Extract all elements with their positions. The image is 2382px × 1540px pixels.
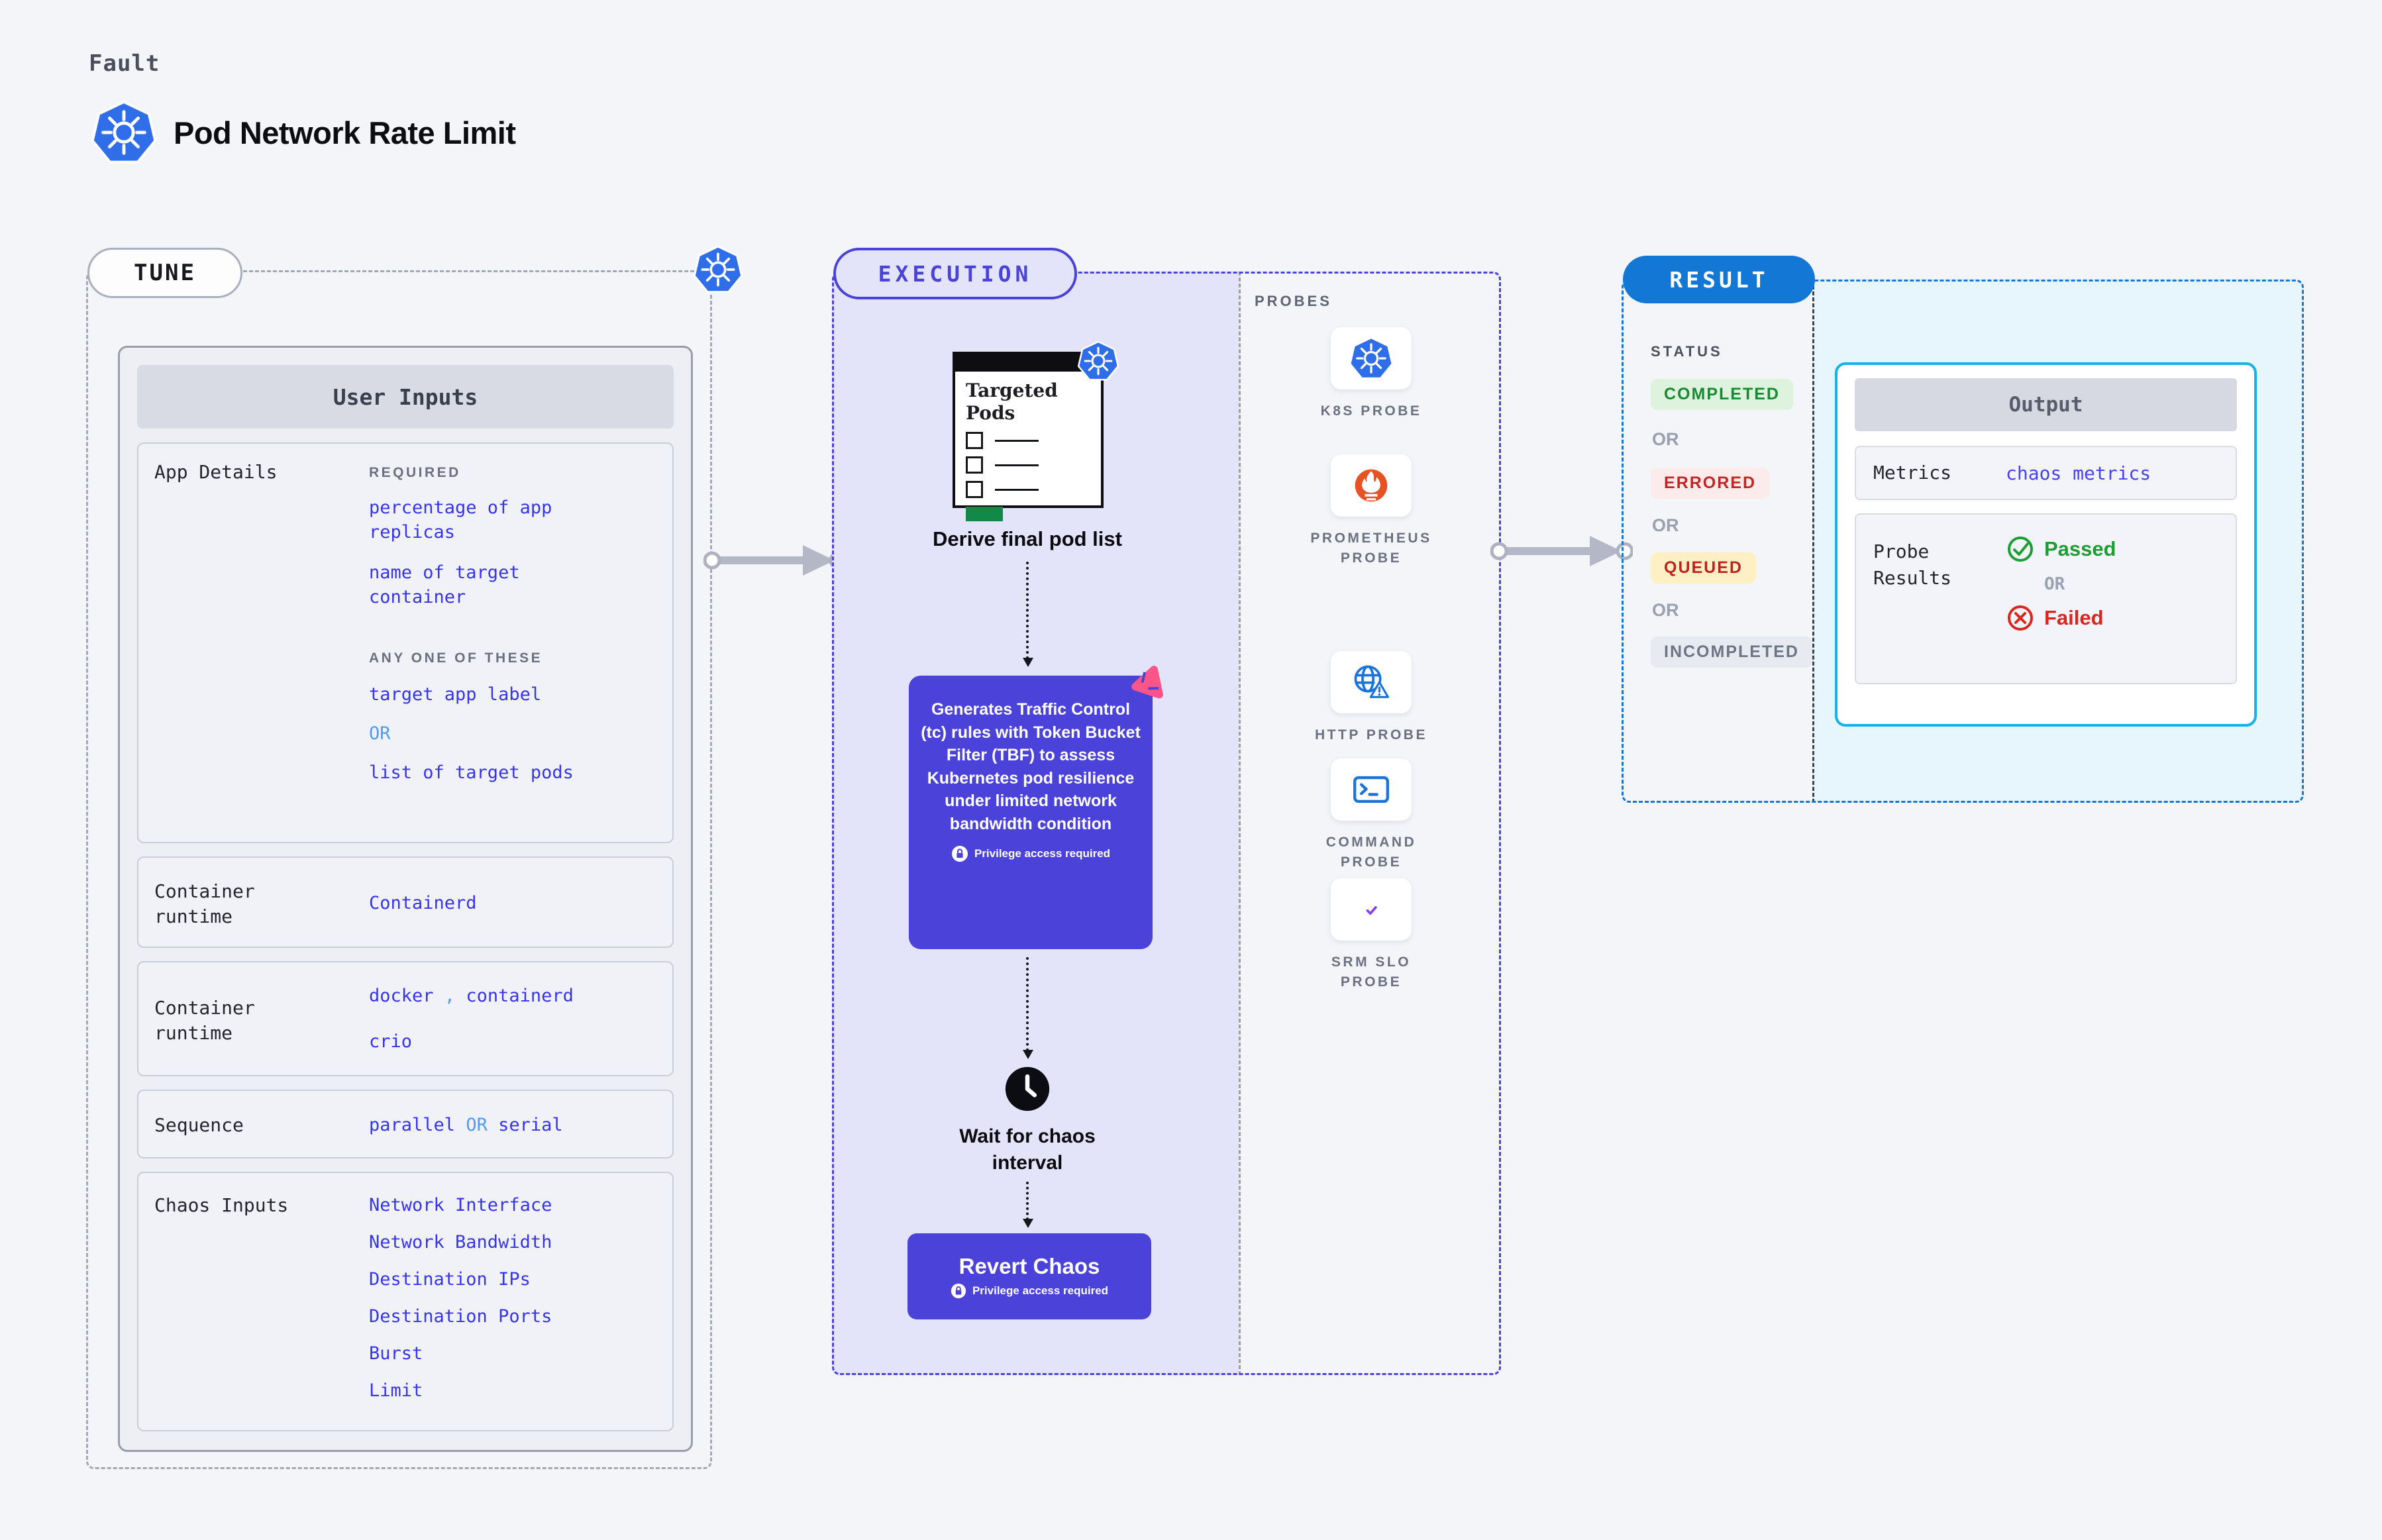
or-connector: OR bbox=[1652, 515, 1679, 535]
input-item: Network Bandwidth bbox=[369, 1232, 552, 1253]
kubernetes-icon bbox=[1349, 336, 1393, 380]
status-badge-queued: QUEUED bbox=[1651, 552, 1756, 584]
kubernetes-icon bbox=[694, 245, 743, 294]
section-label: Chaos Inputs bbox=[154, 1194, 289, 1216]
result-section bbox=[1622, 266, 2304, 803]
page-header bbox=[91, 99, 516, 166]
or-connector: OR bbox=[1652, 429, 1679, 449]
section-sequence bbox=[137, 1090, 674, 1158]
tc-rules-box bbox=[909, 676, 1153, 949]
probe-card bbox=[1331, 758, 1412, 821]
pod-list-row bbox=[966, 432, 1090, 449]
any-one-heading: ANY ONE OF THESE bbox=[369, 650, 543, 666]
flow-connector bbox=[1026, 562, 1029, 664]
probes-heading: PROBES bbox=[1255, 293, 1332, 309]
probe-card bbox=[1331, 651, 1412, 713]
kubernetes-icon bbox=[91, 100, 156, 165]
status-badge-errored: ERRORED bbox=[1651, 468, 1769, 499]
revert-chaos-label: Revert Chaos bbox=[958, 1254, 1100, 1278]
input-item: Containerd bbox=[369, 893, 477, 913]
user-inputs-card bbox=[118, 346, 693, 1452]
http-globe-icon bbox=[1351, 662, 1392, 703]
probe-name: HTTP PROBE bbox=[1315, 727, 1427, 743]
user-inputs-header: User Inputs bbox=[137, 365, 674, 429]
status-badge-incompleted: INCOMPLETED bbox=[1651, 637, 1812, 668]
section-label: Sequence bbox=[154, 1114, 244, 1136]
output-header: Output bbox=[1855, 378, 2237, 431]
revert-chaos-box bbox=[907, 1233, 1151, 1319]
probe-srm-slo bbox=[1278, 878, 1464, 992]
checkbox-icon bbox=[966, 481, 983, 498]
probe-card bbox=[1331, 454, 1412, 517]
wait-caption: Wait for chaos interval bbox=[959, 1125, 1096, 1174]
probe-http bbox=[1278, 651, 1464, 745]
section-label: App Details bbox=[154, 461, 278, 483]
probe-name: SRM SLO PROBE bbox=[1331, 954, 1412, 990]
lock-icon bbox=[951, 845, 968, 862]
privilege-note: Privilege access required bbox=[972, 1284, 1109, 1297]
list-line bbox=[995, 440, 1039, 442]
probe-prometheus bbox=[1278, 454, 1464, 568]
flow-connector bbox=[1026, 1182, 1029, 1225]
input-item: Network Interface bbox=[369, 1195, 552, 1215]
prometheus-icon bbox=[1350, 464, 1392, 507]
metrics-label: Metrics bbox=[1873, 462, 1952, 484]
or-connector: OR bbox=[2044, 574, 2065, 594]
kubernetes-icon bbox=[1078, 340, 1119, 382]
failed-line bbox=[2006, 603, 2116, 633]
status-heading: STATUS bbox=[1651, 343, 1723, 360]
metrics-row bbox=[1855, 446, 2237, 500]
list-line bbox=[995, 489, 1039, 491]
passed-line bbox=[2006, 535, 2116, 564]
result-pill: RESULT bbox=[1623, 256, 1815, 303]
output-card bbox=[1835, 362, 2257, 727]
input-item: list of target pods bbox=[369, 762, 574, 783]
probe-card bbox=[1331, 878, 1412, 941]
probe-name: PROMETHEUS PROBE bbox=[1310, 531, 1432, 566]
probe-name: COMMAND PROBE bbox=[1325, 835, 1417, 870]
checkbox-icon bbox=[966, 456, 983, 474]
flow-arrow-icon bbox=[1490, 531, 1633, 571]
targeted-pods-title: Targeted Pods bbox=[966, 380, 1058, 424]
list-line bbox=[995, 464, 1039, 466]
privilege-row bbox=[951, 1283, 1108, 1299]
pod-list-row bbox=[966, 456, 1090, 474]
probe-k8s bbox=[1278, 327, 1464, 421]
status-badge-completed: COMPLETED bbox=[1651, 379, 1793, 410]
tune-pill: TUNE bbox=[87, 248, 242, 298]
probe-results-label: Probe Results bbox=[1873, 540, 1952, 589]
tune-section bbox=[86, 260, 712, 1469]
input-item: parallel OR serial bbox=[369, 1115, 563, 1135]
required-heading: REQUIRED bbox=[369, 465, 461, 480]
section-label: Container runtime bbox=[154, 880, 255, 927]
input-item: name of target container bbox=[369, 562, 520, 607]
privilege-row bbox=[919, 845, 1142, 862]
passed-label: Passed bbox=[2044, 537, 2116, 560]
input-item: Destination Ports bbox=[369, 1306, 552, 1327]
pod-list-row bbox=[966, 481, 1090, 498]
checkbox-icon bbox=[966, 432, 983, 449]
or-connector: OR bbox=[369, 723, 391, 744]
input-item: percentage of app replicas bbox=[369, 497, 552, 542]
privilege-note: Privilege access required bbox=[974, 847, 1111, 860]
section-container-runtime-2 bbox=[137, 961, 674, 1076]
terminal-icon bbox=[1351, 769, 1392, 810]
input-item: docker , containerd bbox=[369, 986, 574, 1006]
execution-pill: EXECUTION bbox=[833, 248, 1077, 299]
section-container-runtime bbox=[137, 856, 674, 948]
green-bar bbox=[966, 507, 1003, 521]
tc-rules-text: Generates Traffic Control (tc) rules with Token Bucket Filter (TBF) to assess Kubernetes pod resilience under limited network bandwidth condition bbox=[921, 700, 1141, 833]
section-app-details bbox=[137, 442, 674, 843]
cross-circle-icon bbox=[2006, 603, 2035, 633]
chaos-pinwheel-icon bbox=[1124, 662, 1170, 707]
input-item: Limit bbox=[369, 1380, 423, 1401]
check-circle-icon bbox=[2006, 535, 2035, 564]
probe-command bbox=[1278, 758, 1464, 872]
slo-donut-icon bbox=[1351, 889, 1392, 930]
derive-caption: Derive final pod list bbox=[933, 527, 1122, 550]
or-connector: OR bbox=[1652, 600, 1679, 620]
lock-icon bbox=[951, 1283, 966, 1299]
flow-arrow-icon bbox=[703, 540, 846, 580]
section-label: Container runtime bbox=[154, 997, 255, 1044]
page-title: Pod Network Rate Limit bbox=[174, 115, 516, 150]
metrics-value: chaos metrics bbox=[2006, 462, 2151, 484]
input-item: crio bbox=[369, 1031, 413, 1052]
execution-section bbox=[832, 260, 1501, 1375]
input-item: Burst bbox=[369, 1343, 423, 1364]
clock-icon bbox=[1004, 1065, 1051, 1113]
input-item: target app label bbox=[369, 684, 542, 705]
probe-results-row bbox=[1855, 513, 2237, 684]
failed-label: Failed bbox=[2044, 606, 2104, 629]
flow-connector bbox=[1026, 957, 1029, 1056]
input-item: Destination IPs bbox=[369, 1269, 531, 1290]
probe-name: K8S PROBE bbox=[1320, 403, 1422, 419]
probe-card bbox=[1331, 327, 1412, 389]
fault-kicker: Fault bbox=[89, 50, 160, 77]
section-chaos-inputs bbox=[137, 1172, 674, 1431]
